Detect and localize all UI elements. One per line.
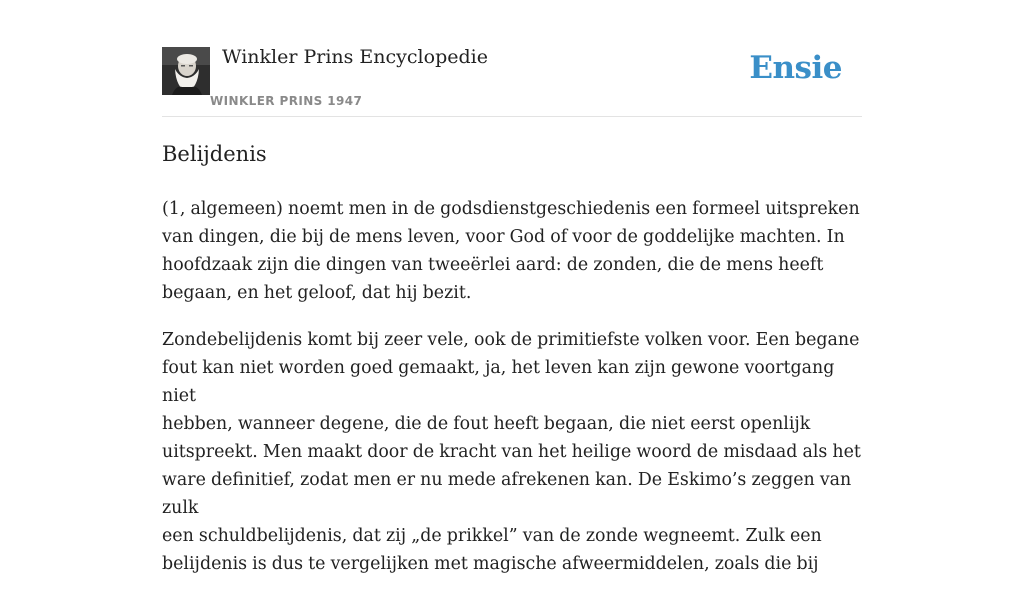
article-paragraph-1: (1, algemeen) noemt men in de godsdienstgeschiedenis een formeel uitspreken van dingen, die bij de mens leven, voor God of voor de goddelijke machten. In hoofdzaak zijn die dingen van tweeërlei aard: de zonden, die de mens heeft begaan, en het geloof, dat hij bezit. xyxy=(162,199,860,303)
article-paragraph-2: Zondebelijdenis komt bij zeer vele, ook de primitiefste volken voor. Een begane fout kan niet worden goed gemaakt, ja, het leven kan zijn gewone voortgang niet hebben, wanneer degene, die de fout heeft begaan, die niet eerst openlijk uitspreekt. Men maakt door de kracht van het heilige woord de misdaad als het ware definitief, zodat men er nu mede afrekenen kan. De Eskimo’s zeggen van zulk een schuldbelijdenis, dat zij „de prikkel” van de zonde wegneemt. Zulk een belijdenis is dus te vergelijken met magische afweermiddelen, zoals die bij xyxy=(162,330,861,574)
article-title: Belijdenis xyxy=(162,142,267,166)
avatar-image xyxy=(162,47,210,95)
article xyxy=(162,138,862,597)
ensie-logo-link[interactable]: Ensie xyxy=(749,50,842,86)
site-header xyxy=(162,44,862,117)
site-title[interactable]: Winkler Prins Encyclopedie xyxy=(222,46,488,68)
bearded-man-portrait-icon[interactable] xyxy=(162,47,210,95)
edition-label[interactable]: WINKLER PRINS 1947 xyxy=(210,94,363,108)
